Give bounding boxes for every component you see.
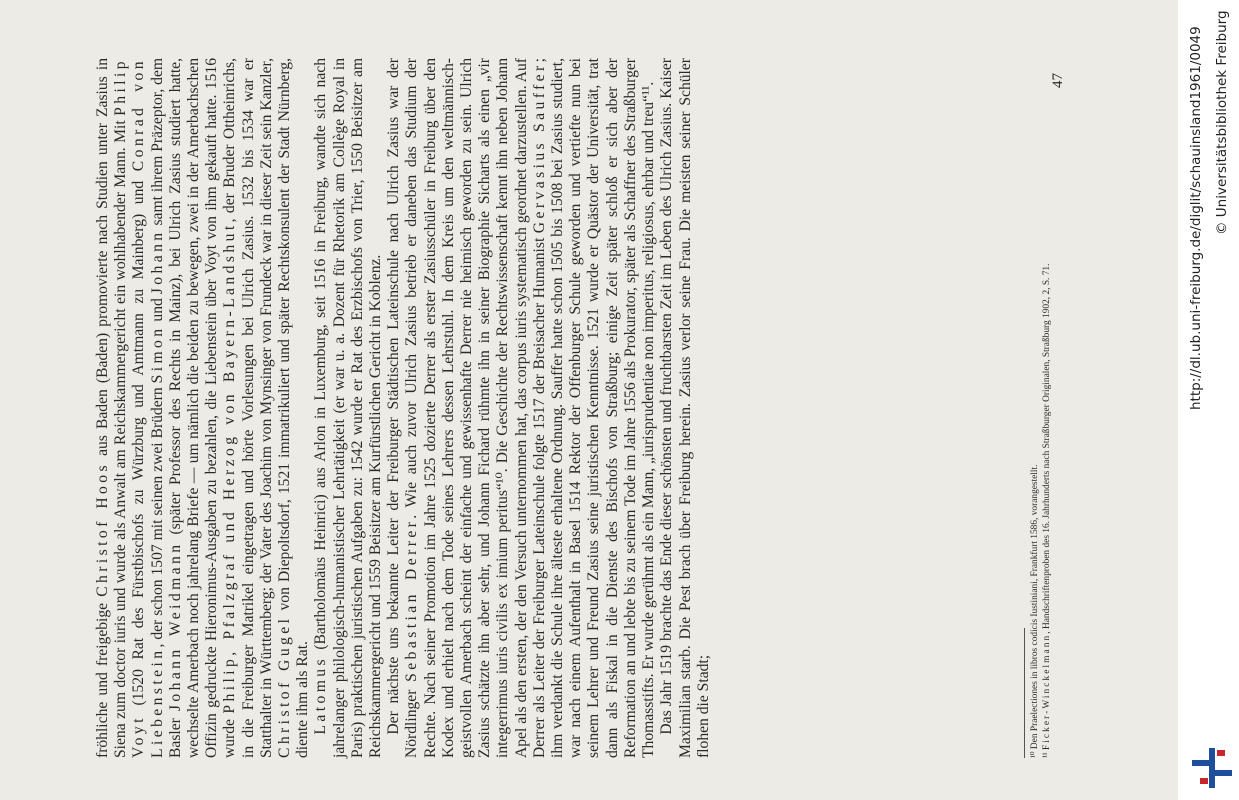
footnote (1030, 58, 1042, 758)
copyright-notice: © Universitätsbibliothek Freiburg (1214, 10, 1230, 235)
text-run: Der nächste uns bekannte Leiter der Freiburger Städtischen Lateinschule nach Ulrich Zasius war der Nördlinger (385, 58, 421, 758)
spaced-name: Simon (148, 325, 166, 384)
text-run: , Handschriftenproben des 16. Jahrhunderts nach Straßburger Originalen, Straßburg 1902, 2, S. 71. (1041, 263, 1052, 634)
text-run: Das Jahr 1519 brachte das Ende dieser schönsten und fruchtbarsten Zeit im Leben des Ulrich Zasius. Kaiser Maximilian starb. Die Pest brach über Freiburg herein. Zasius verlor seine Frau. Die meisten seiner Schüler flohen die Stadt; (658, 58, 712, 758)
text-run: ¹⁰ Den Praelectiones in libros codicis Iustiniani, Frankfurt 1586, vorangestellt. (1030, 464, 1040, 758)
library-sidebar (1178, 0, 1239, 800)
spaced-name: Conrad von Liebenstein (130, 58, 166, 758)
paragraph (94, 58, 312, 758)
text-run: , der schon 1507 mit seinen zwei Brüdern (148, 383, 166, 648)
footnote-rule (1024, 628, 1025, 758)
spaced-name: Philip, Pfalzgraf und Herzog von Bayern-Landshut (221, 222, 239, 714)
ub-freiburg-logo-icon (1190, 748, 1234, 788)
text-run: aus Baden (Baden) promovierte nach Studien unter Zasius in Siena zum doctor iuris und wurde als Anwalt am Reichskammergericht ein wohlhabender Mann. Mit (94, 58, 130, 758)
source-url[interactable]: http://dl.ub.uni-freiburg.de/diglit/schauinsland1961/0049 (1188, 26, 1204, 410)
spaced-name: Ficker-Winckelmann (1041, 633, 1052, 751)
spaced-name: Philip Voyt (112, 58, 148, 758)
paragraph (312, 58, 385, 758)
text-run: von Diepoltsdorf, 1521 immatrikuliert und später Rechtskonsulent der Stadt Nürnberg, diente ihm als Rat. (276, 58, 312, 758)
spaced-name: Sebastian Derrer (403, 518, 421, 682)
page-number: 47 (1050, 73, 1066, 88)
text-run: . Wie auch zuvor Ulrich Zasius betrieb er daneben das Studium der Rechte. Nach seiner Promotion im Jahre 1525 dozierte Derrer als erster Zasiusschüler in Freiburg über den Kodex und erhielt nach dem Tode seines Lehrers dessen Lehrstuhl. In dem Kreis um den weltmännisch-geistvollen Amerbach scheint der einfache und gewissenhafte Derrer nie heimisch geworden zu sein. Ulrich Zasius schätzte ihn aber sehr, und Johann Fichard rühmte ihn in seiner Biographie Sicharts als einen „vir integerrimus iuris civilis ex imium peritus“¹⁰. Die Geschichte der Rechtswissenschaft kennt ihn neben Johann Apel als den ersten, der den Versuch unternommen hat, das corpus iuris systematisch geordnet darzustellen. Auf Derrer als Leiter der Freiburger Lateinschule folgte 1517 der Breisacher Humanist (403, 58, 548, 758)
paragraph (385, 58, 658, 758)
text-run: ¹¹ (1041, 750, 1052, 758)
text-run: fröhliche und freigebige (94, 596, 111, 758)
text-run: (Bartholomäus Heinrici) aus Arlon in Luxemburg, seit 1516 in Freiburg, wandte sich nach jahrelanger philologisch-humanistischer Lehrtätigkeit (er war u. a. Dozent für Rhetorik am Collège Royal in Paris) praktischen juristischen Aufgaben zu: 1542 wurde er Rat des Erzbischofs von Trier, 1550 Beisitzer am Reichskammergericht und 1559 Beisitzer am Kurfürstlichen Gericht in Koblenz. (312, 58, 385, 758)
spaced-name: Christof Gugel (276, 615, 294, 758)
text-run: ; ihm verdankt die Schule ihre älteste erhaltene Ordnung. Sauffer hatte schon 1505 bis 1508 bei Zasius studiert, war nach einem Aufenthalt in Basel 1514 Rektor der Offenburger Schule geworden und vertiefte nun bei seinem Lehrer und Freund Zasius seine juristischen Kenntnisse. 1521 wurde er Quästor der Universität, trat dann als Fiskal in die Dienste des Bischofs von Straßburg; einige Zeit später schloß er sich aber der Reformation an und lebte bis zu seinem Tode im Jahre 1556 als Prokurator, später als Schaffner des Straßburger Thomasstifts. Er wurde gerühmt als ein Mann, „iurisprudentiae non imperitus, religiosus, ehrbar und treu“¹¹. (530, 58, 658, 758)
text-run: (später Professor des Rechts in Mainz), bei Ulrich Zasius studiert hatte, wechselte Amerbach noch jahrelang Briefe — um nämlich die beiden zu bewegen, zwei in der Amerbachschen Offizin gedruckte Hieronimus-Ausgaben zu bezahlen, die Liebenstein über Voyt von ihm gekauft hatte. 1516 wurde (166, 58, 239, 758)
text-run: samt ihrem Präzeptor, dem Basler (148, 57, 184, 758)
spaced-name: Johann Weidmann (166, 541, 184, 712)
spaced-name: Christof Hoos (94, 462, 111, 597)
footnote (1042, 58, 1054, 758)
text-run: , der Bruder Ottheinrichs, in die Freiburger Matrikel eingetragen und hörte Vorlesungen bei Ulrich Zasius. 1532 bis 1534 war er Statthalter in Württemberg; der Vater des Joachim von Mynsinger von Frundeck war in dieser Zeit sein Kanzler, (221, 57, 275, 758)
text-run: (1520 Rat des Fürstbischofs zu Würzburg und Amtmann zu Mainberg) und (130, 171, 148, 716)
spaced-name: Johann (148, 229, 166, 295)
spaced-name: Latomus (312, 656, 330, 735)
footnotes (1030, 58, 1053, 758)
paragraph (658, 58, 713, 758)
text-run: und (148, 294, 166, 326)
spaced-name: Gervasius Sauffer (530, 62, 548, 234)
body-text (94, 58, 713, 758)
